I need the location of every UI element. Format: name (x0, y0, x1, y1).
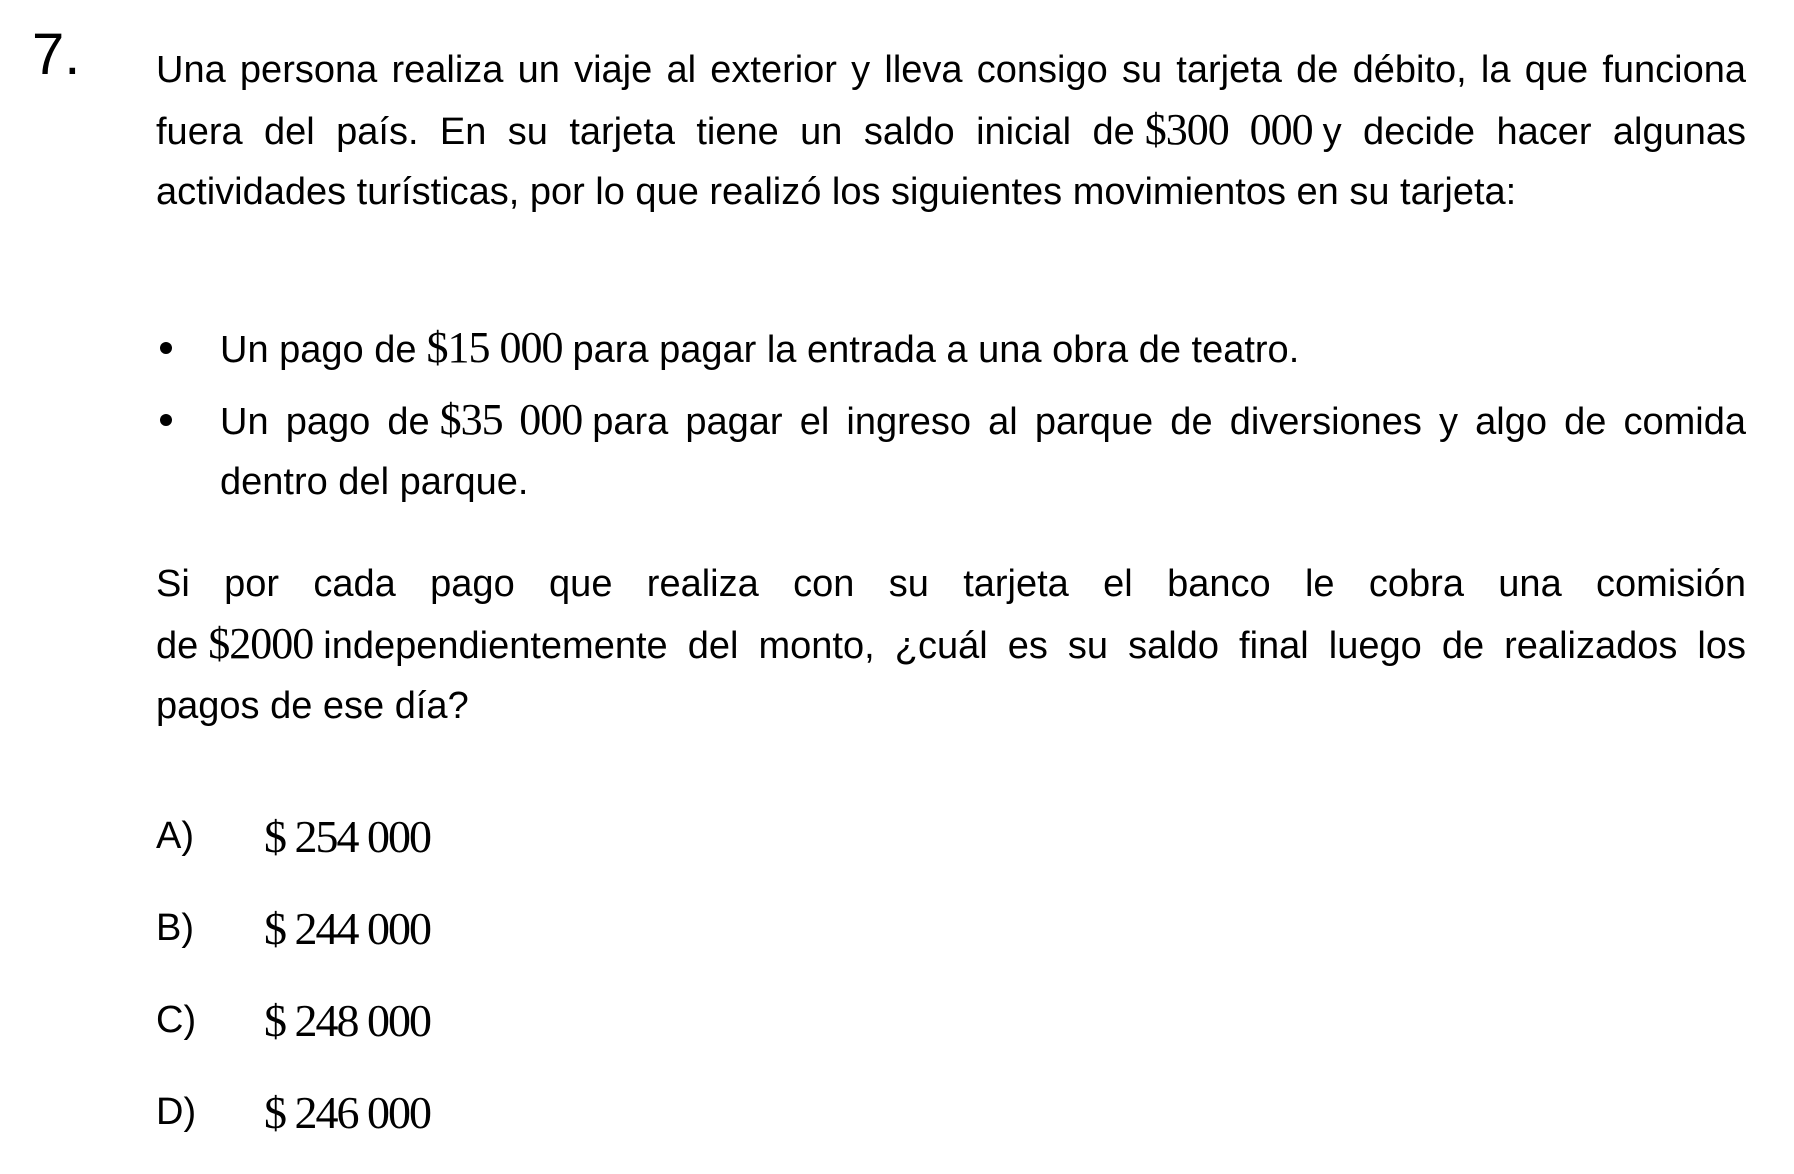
option-value: $ 246 000 (264, 1086, 430, 1138)
bullet-icon (160, 414, 172, 426)
bullet-icon (160, 342, 172, 354)
movements-list (156, 318, 1746, 522)
question-stem-prompt (156, 554, 1746, 736)
stem-text: Si por cada pago que realiza con su tarjeta el banco le cobra una comisión de (156, 563, 1746, 667)
list-item (156, 390, 1746, 512)
option-a[interactable] (156, 790, 430, 882)
movement-description: para pagar la entrada a una obra de teatro. (572, 329, 1300, 371)
initial-balance: $300 000 (1144, 105, 1313, 154)
option-c[interactable] (156, 974, 430, 1066)
option-letter: B) (156, 906, 194, 949)
answer-options (156, 790, 430, 1158)
question-number: 7. (32, 22, 81, 87)
option-d[interactable] (156, 1066, 430, 1158)
question-stem-intro (156, 40, 1746, 222)
commission-amount: $2000 (208, 619, 314, 668)
stem-text: independientemente del monto, ¿cuál es su saldo final luego de realizados los pagos de ese día? (156, 625, 1746, 727)
movement-amount: $35 000 (439, 395, 583, 444)
option-letter: C) (156, 998, 197, 1041)
stem-text: y decide hacer algunas actividades turísticas, por lo que realizó los siguientes movimientos en su tarjeta: (156, 111, 1747, 213)
option-value: $ 244 000 (264, 902, 430, 954)
option-letter: A) (156, 814, 194, 857)
movement-prefix: Un pago de (220, 329, 417, 371)
movement-prefix: Un pago de (220, 401, 430, 443)
option-letter: D) (156, 1090, 197, 1133)
option-value: $ 254 000 (264, 810, 430, 862)
list-item (156, 318, 1746, 380)
movement-description: para pagar el ingreso al parque de diversiones y algo de comida dentro del parque. (220, 401, 1747, 503)
stem-text: Una persona realiza un viaje al exterior y lleva consigo su tarjeta de débito, la que funciona fuera del país. En su tarjeta tiene un saldo inicial de (156, 49, 1746, 153)
option-b[interactable] (156, 882, 430, 974)
option-value: $ 248 000 (264, 994, 430, 1046)
movement-amount: $15 000 (426, 323, 563, 372)
